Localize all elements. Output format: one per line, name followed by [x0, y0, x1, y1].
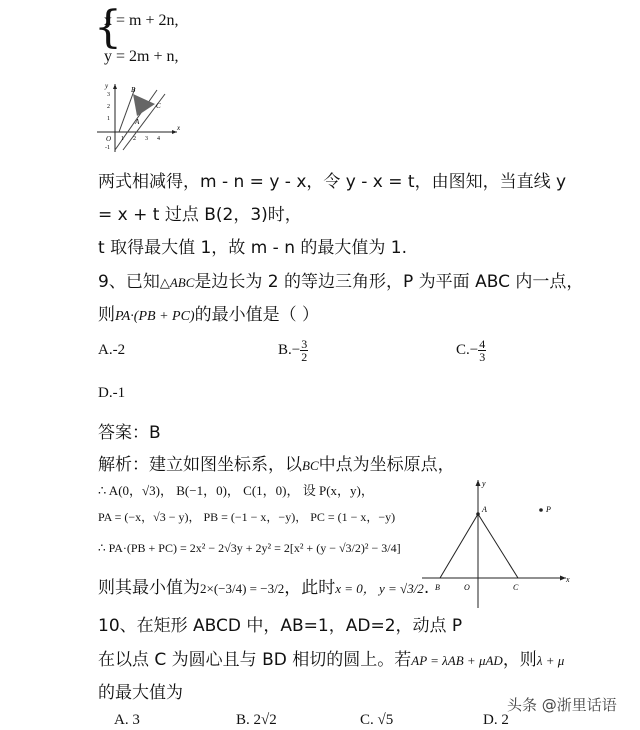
graph2-label-p: P: [546, 505, 551, 514]
q9-option-b-fraction: [300, 338, 308, 363]
q9-option-b-neg: −: [291, 341, 301, 358]
equation-1: x = m + 2n,: [104, 12, 179, 29]
q10-option-b: B. 2√2: [236, 712, 277, 728]
graph2-point-p: [539, 508, 543, 512]
q9-minimum: [98, 573, 429, 598]
graph2-y-arrow: [476, 480, 481, 486]
q9-option-b: [278, 338, 308, 363]
graph1-origin: O: [106, 135, 112, 143]
q9-min-cond: x = 0， y = √3/2: [335, 581, 424, 596]
q10-option-c: C. √5: [360, 712, 394, 728]
q10-option-d: D. 2: [483, 712, 509, 728]
graph1-ytick-3: 3: [107, 92, 110, 98]
watermark: 头条 @浙里话语: [507, 696, 617, 714]
feasible-region-graph: [95, 82, 185, 154]
q9-option-c-den: 3: [479, 350, 486, 364]
graph2-y-label: y: [482, 479, 486, 488]
question-10-line-3: 的最大值为: [98, 683, 183, 703]
q9-analysis-prefix: 解析：建立如图坐标系，以: [98, 455, 302, 475]
graph2-side-ac: [478, 514, 518, 578]
q9-min-prefix: 则其最小值为: [98, 578, 200, 598]
graph1-xtick-4: 4: [157, 136, 160, 142]
graph2-label-b: B: [435, 583, 440, 592]
q9-ze: 则: [98, 305, 115, 325]
solution-line-3: t 取得最大值 1，故 m - n 的最大值为 1.: [98, 238, 407, 258]
q9-coordinates: ∴ A(0，√3)， B(−1，0)， C(1，0)， 设 P(x，y)，: [98, 483, 374, 498]
solution-line-2: = x + t 过点 B(2，3)时，: [98, 205, 302, 225]
q9-analysis: [98, 450, 455, 475]
q9-desc: 是边长为 2 的等边三角形，P 为平面 ABC 内一点，: [194, 272, 584, 292]
graph2-side-ab: [440, 514, 478, 578]
q9-option-d: D.-1: [98, 385, 126, 401]
graph1-ytick-2: 2: [107, 104, 110, 110]
triangle-coordinate-graph: [418, 476, 576, 612]
q10-ze: ，则: [502, 650, 537, 670]
question-10-line-1: 10、在矩形 ABCD 中，AB=1，AD=2，动点 P: [98, 616, 463, 636]
graph1-y-label: y: [105, 82, 109, 90]
q9-option-b-num: 3: [301, 337, 308, 351]
graph1-xtick-2: 2: [133, 136, 136, 142]
q9-vectors: PA = (−x，√3 − y)， PB = (−1 − x，−y)， PC = (1 − x，−y): [98, 510, 396, 524]
graph2-label-c: C: [513, 583, 519, 592]
q9-option-b-label: B.: [278, 341, 292, 358]
q9-prefix: 9、已知: [98, 272, 160, 292]
graph1-ytick-1: 1: [107, 116, 110, 122]
q9-answer: 答案：B: [98, 423, 161, 443]
q10-vector-expr: AP = λAB + μAD: [411, 653, 503, 668]
q9-analysis-bc: BC: [302, 458, 319, 473]
q9-option-a: A.-2: [98, 342, 126, 358]
graph1-xtick-1: 1: [121, 136, 124, 142]
graph1-label-c: C: [156, 102, 161, 110]
question-9-line-1: [98, 267, 583, 292]
q10-lambda-mu: λ + μ: [536, 653, 565, 668]
q9-vector-expr: PA·(PB + PC): [115, 309, 195, 324]
q9-option-b-den: 2: [301, 350, 308, 364]
q9-min-end: .: [423, 578, 430, 598]
q9-triangle: △ABC: [159, 275, 195, 290]
graph2-x-label: x: [566, 575, 570, 584]
graph1-xtick-3: 3: [145, 136, 148, 142]
equation-2: y = 2m + n,: [104, 48, 179, 65]
graph1-label-a: A: [135, 118, 140, 126]
q9-option-c-neg: −: [469, 341, 479, 358]
q9-option-c-label: C.: [456, 341, 470, 358]
graph1-label-b: B: [131, 86, 136, 94]
graph1-x-label: x: [177, 124, 181, 132]
q9-dot-product-expr: ∴ PA·(PB + PC) = 2x² − 2√3y + 2y² = 2[x² + (y − √3/2)² − 3/4]: [98, 541, 401, 555]
q9-min-mid: ，此时: [284, 578, 336, 598]
question-10-line-2: [98, 645, 564, 670]
left-brace: {: [94, 2, 122, 53]
graph1-ytick-neg1: -1: [105, 145, 110, 151]
graph2-label-a: A: [482, 505, 487, 514]
q9-min-expr: 2×(−3/4) = −3/2: [200, 581, 285, 596]
q9-analysis-suffix: 中点为坐标原点，: [318, 455, 455, 475]
q9-option-c: [456, 338, 486, 363]
q10-option-a: A. 3: [114, 712, 140, 728]
q9-ask: 的最小值是（ ）: [194, 305, 319, 325]
q9-option-c-num: 4: [479, 337, 486, 351]
q9-option-c-fraction: [478, 338, 486, 363]
solution-line-1: 两式相减得，m - n = y - x，令 y - x = t，由图知，当直线 y: [98, 172, 567, 192]
graph2-label-o: O: [464, 583, 470, 592]
question-9-line-2: [98, 300, 319, 325]
graph2-point-a: [476, 512, 480, 516]
q10-condition: 在以点 C 为圆心且与 BD 相切的圆上。若: [98, 650, 412, 670]
graph1-y-arrow: [113, 84, 117, 89]
